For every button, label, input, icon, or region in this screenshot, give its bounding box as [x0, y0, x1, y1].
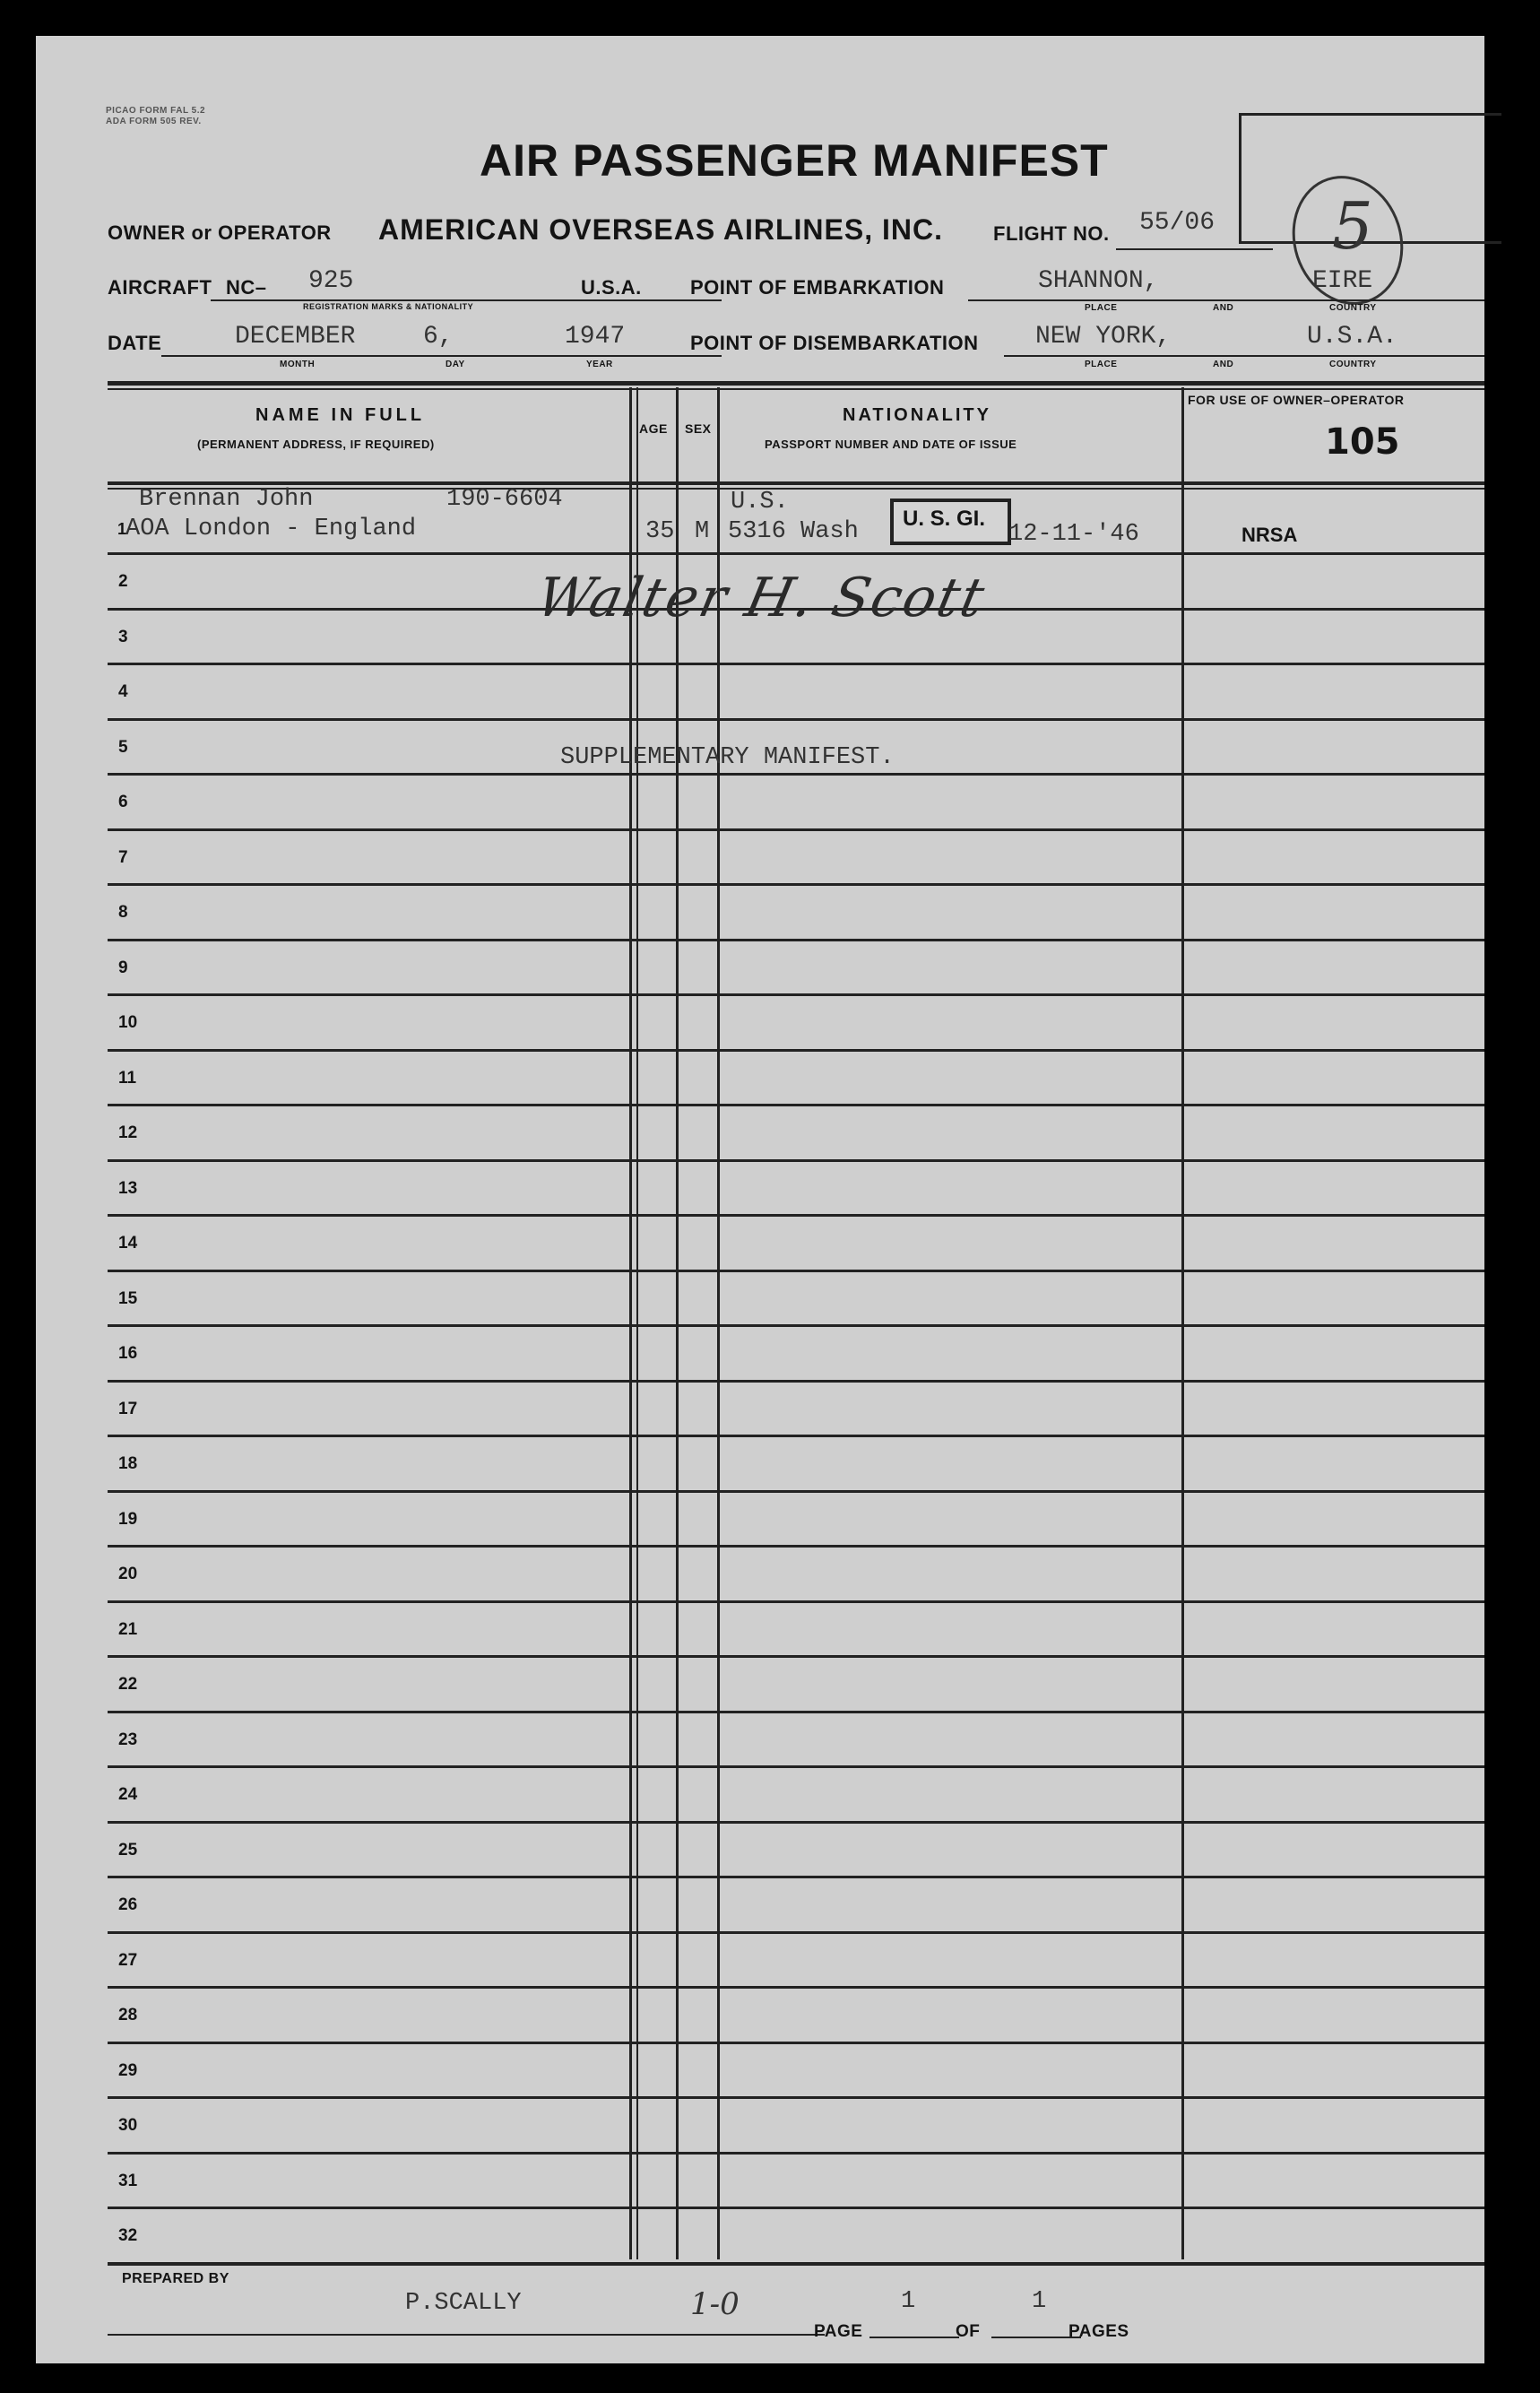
row-number: 10 [118, 1013, 138, 1032]
row-rule [108, 1655, 1484, 1658]
row-rule [108, 2042, 1484, 2044]
handwritten-signature: Walter H. Scott [531, 567, 991, 629]
date-day-label: DAY [446, 360, 465, 369]
of-label: OF [956, 2322, 981, 2341]
row-number: 13 [118, 1179, 138, 1198]
embarkation-place-label: PLACE [1085, 303, 1118, 313]
date-label: DATE [108, 332, 162, 354]
prepared-by-label: PREPARED BY [122, 2271, 229, 2286]
column-divider-age [676, 387, 679, 2259]
disembarkation-label: POINT OF DISEMBARKATION [690, 332, 979, 354]
row-rule [108, 773, 1484, 776]
row-number: 31 [118, 2172, 138, 2190]
passenger-ticket: 190-6604 [446, 486, 563, 513]
footer-code: 1-0 [690, 2286, 740, 2322]
embarkation-and-label: AND [1213, 303, 1234, 313]
passenger-nationality: U.S. [731, 489, 789, 516]
row-number: 6 [118, 793, 128, 811]
row-number: 26 [118, 1895, 138, 1914]
table-header-rule [108, 481, 1484, 485]
circled-number: 5 [1332, 188, 1373, 264]
disembarkation-place-label: PLACE [1085, 360, 1118, 369]
passenger-name: Brennan John [139, 486, 314, 513]
passport-stamp [890, 499, 1011, 545]
row-rule [108, 993, 1484, 996]
supplementary-note: SUPPLEMENTARY MANIFEST. [560, 744, 895, 771]
row-rule [108, 1214, 1484, 1217]
row-number: 23 [118, 1730, 138, 1749]
row-number: 11 [118, 1069, 137, 1088]
column-nationality: NATIONALITY [843, 405, 991, 425]
aircraft-prefix: NC– [226, 276, 267, 299]
manifest-page [36, 36, 1484, 2363]
column-nationality-sub: PASSPORT NUMBER AND DATE OF ISSUE [765, 438, 1017, 451]
row-rule [108, 1876, 1484, 1878]
page-label: PAGE [814, 2322, 863, 2341]
row-rule [108, 1159, 1484, 1162]
passenger-issue-date: 12-11-'46 [1008, 521, 1139, 548]
row-number: 27 [118, 1951, 138, 1970]
row-rule [108, 1270, 1484, 1272]
row-number: 4 [118, 682, 128, 701]
row-rule [108, 883, 1484, 886]
embarkation-country: EIRE [1312, 267, 1373, 295]
row-number: 28 [118, 2006, 138, 2025]
row-number: 3 [118, 628, 128, 646]
row-number: 18 [118, 1454, 138, 1473]
date-year-label: YEAR [586, 360, 613, 369]
row-number: 24 [118, 1785, 138, 1804]
disembarkation-country-label: COUNTRY [1329, 360, 1377, 369]
page-title: AIR PASSENGER MANIFEST [480, 135, 1109, 186]
passenger-address: AOA London - England [125, 516, 417, 542]
of-value: 1 [1032, 2288, 1047, 2315]
disembarkation-country: U.S.A. [1307, 323, 1397, 351]
prepared-by-value: P.SCALLY [405, 2290, 522, 2317]
column-name: NAME IN FULL [255, 405, 426, 425]
column-name-sub: (PERMANENT ADDRESS, IF REQUIRED) [197, 438, 435, 451]
row-number: 14 [118, 1234, 138, 1253]
column-owner-use: FOR USE OF OWNER–OPERATOR [1188, 393, 1405, 407]
row-rule [108, 1435, 1484, 1437]
column-age: AGE [639, 421, 668, 436]
aircraft-number: 925 [308, 267, 354, 295]
table-bottom-rule [108, 2262, 1484, 2266]
row-number: 30 [118, 2116, 138, 2135]
row-rule [108, 939, 1484, 941]
disembarkation-place: NEW YORK, [1035, 323, 1172, 351]
row-rule [108, 663, 1484, 665]
passenger-owner-note: NRSA [1242, 524, 1298, 546]
row-rule [108, 1821, 1484, 1824]
flight-label: FLIGHT NO. [993, 222, 1110, 245]
date-month: DECEMBER [235, 323, 356, 351]
flight-value: 55/06 [1139, 209, 1216, 237]
row-rule [108, 2152, 1484, 2155]
row-rule [108, 2207, 1484, 2209]
embarkation-label: POINT OF EMBARKATION [690, 276, 945, 299]
aircraft-sublabel: REGISTRATION MARKS & NATIONALITY [303, 302, 474, 311]
embarkation-place: SHANNON, [1038, 267, 1159, 295]
aircraft-nationality: U.S.A. [581, 276, 642, 299]
form-id-line-1: PICAO FORM FAL 5.2 [106, 106, 206, 116]
row-number: 5 [118, 738, 128, 757]
row-number: 17 [118, 1400, 138, 1418]
row-rule [108, 1986, 1484, 1989]
row-rule [108, 1711, 1484, 1713]
row-rule [108, 1600, 1484, 1603]
passenger-age: 35 [645, 518, 675, 545]
date-day: 6, [423, 323, 454, 351]
column-divider-sex [717, 387, 720, 2259]
passenger-sex: M [695, 518, 710, 545]
pages-label: PAGES [1068, 2322, 1129, 2341]
row-rule [108, 1104, 1484, 1106]
row-number: 29 [118, 2061, 138, 2080]
date-year: 1947 [565, 323, 626, 351]
form-id-line-2: ADA FORM 505 REV. [106, 117, 202, 126]
row-number: 21 [118, 1620, 138, 1639]
row-rule [108, 1545, 1484, 1548]
column-divider-nationality [1181, 387, 1184, 2259]
row-rule [108, 1380, 1484, 1383]
row-number: 25 [118, 1841, 138, 1860]
row-number: 2 [118, 572, 128, 591]
column-divider-name [629, 387, 632, 2259]
row-number: 12 [118, 1123, 138, 1142]
row-number: 7 [118, 848, 128, 867]
row-rule [108, 718, 1484, 721]
row-rule [108, 552, 1484, 555]
row-number: 8 [118, 903, 128, 922]
date-month-label: MONTH [280, 360, 316, 369]
row-number: 20 [118, 1565, 138, 1583]
column-sex: SEX [685, 421, 712, 436]
row-rule [108, 828, 1484, 831]
row-rule [108, 1931, 1484, 1934]
owner-use-value: 105 [1325, 421, 1400, 463]
owner-label: OWNER or OPERATOR [108, 221, 332, 244]
row-number: 15 [118, 1289, 138, 1308]
row-rule [108, 1049, 1484, 1052]
row-rule [108, 1490, 1484, 1493]
row-rule [108, 1324, 1484, 1327]
row-number: 19 [118, 1510, 138, 1529]
row-number-1: 1 [117, 520, 127, 538]
row-number: 32 [118, 2226, 138, 2245]
passport-stamp-text: U. S. GI. [903, 507, 986, 531]
page-value: 1 [901, 2288, 916, 2315]
owner-value: AMERICAN OVERSEAS AIRLINES, INC. [378, 213, 943, 246]
row-number: 22 [118, 1675, 138, 1694]
table-top-rule [108, 381, 1484, 386]
passenger-passport: 5316 Wash [728, 518, 859, 545]
row-rule [108, 2096, 1484, 2099]
disembarkation-and-label: AND [1213, 360, 1234, 369]
row-rule [108, 1765, 1484, 1768]
row-number: 9 [118, 958, 128, 977]
aircraft-label: AIRCRAFT [108, 276, 212, 299]
row-number: 16 [118, 1344, 138, 1363]
embarkation-country-label: COUNTRY [1329, 303, 1377, 313]
